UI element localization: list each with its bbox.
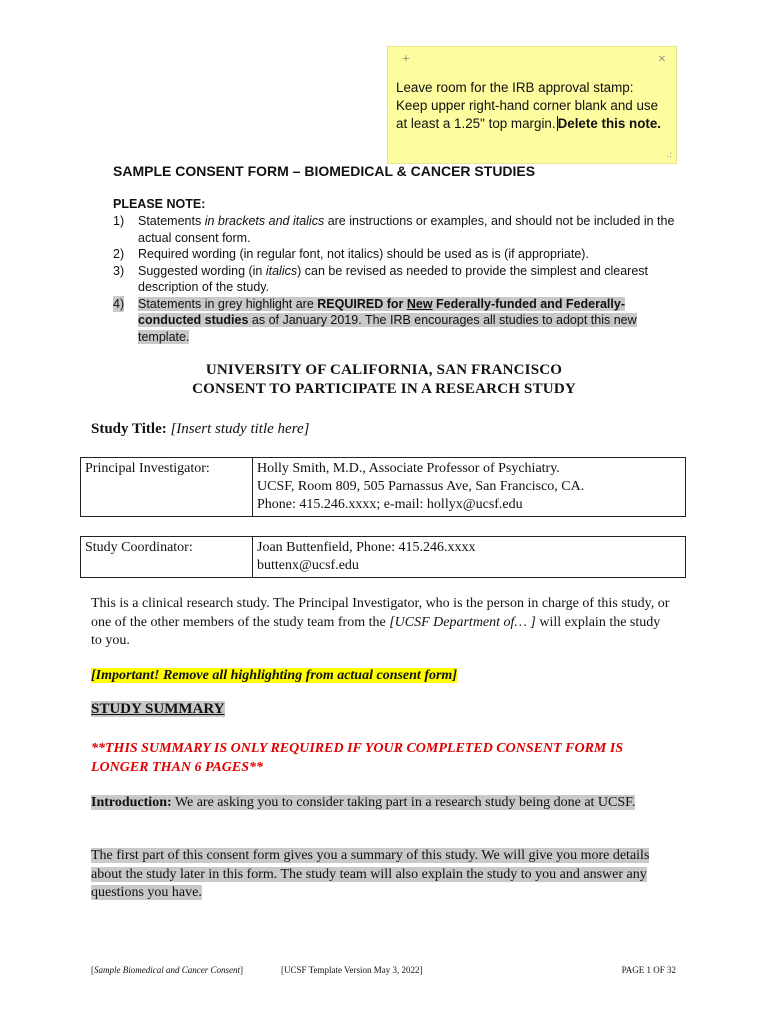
instruction-list (113, 213, 683, 345)
university-heading: UNIVERSITY OF CALIFORNIA, SAN FRANCISCO (205, 362, 563, 378)
important-text: [Important! Remove all highlighting from actual consent form] (91, 668, 457, 683)
pi-line-2: UCSF, Room 809, 505 Parnassus Ave, San Francisco, CA. (257, 479, 585, 494)
delete-note-text: Delete this note. (557, 116, 662, 131)
list-item (113, 246, 683, 263)
study-coordinator-table (80, 536, 686, 578)
list-number: 4) (113, 296, 125, 311)
list-number: 3) (113, 263, 125, 278)
department-placeholder: [UCSF Department of… ] (389, 614, 536, 630)
note-line-3-text: at least a 1.25" top margin. (396, 116, 556, 131)
note-line-3 (396, 115, 672, 133)
list-text-underline: New (406, 296, 433, 311)
list-item (113, 296, 683, 346)
coordinator-line-2: buttenx@ucsf.edu (257, 558, 359, 573)
list-text: Required wording (in regular font, not italics) should be used as is (if appropriate). (138, 247, 589, 261)
add-icon[interactable]: + (402, 52, 410, 67)
note-line-2: Keep upper right-hand corner blank and use (396, 98, 659, 113)
list-text: Statements in grey highlight are (138, 296, 318, 311)
study-title-label: Study Title: (91, 421, 171, 437)
study-summary-text: STUDY SUMMARY (91, 701, 225, 717)
pi-line-1: Holly Smith, M.D., Associate Professor of Psychiatry. (257, 461, 560, 476)
close-icon[interactable]: × (658, 52, 666, 67)
list-item (113, 263, 683, 296)
introduction-paragraph (91, 794, 673, 813)
first-part-paragraph (91, 847, 673, 903)
study-title (91, 421, 309, 438)
list-text: are instructions or examples, and should not be included in the actual consent form. (138, 214, 675, 245)
list-text: as of January 2019. The IRB encourages all studies to adopt this new template. (138, 313, 637, 344)
page-footer (91, 965, 676, 975)
resize-grip-icon[interactable]: .: (667, 149, 672, 159)
pi-line-3: Phone: 415.246.xxxx; e-mail: hollyx@ucsf.edu (257, 497, 523, 512)
list-number: 1) (113, 214, 125, 228)
coordinator-line-1: Joan Buttenfield, Phone: 415.246.xxxx (257, 540, 476, 555)
study-title-value: [Insert study title here] (170, 421, 310, 437)
sample-form-title: SAMPLE CONSENT FORM – BIOMEDICAL & CANCER STUDIES (113, 163, 536, 179)
footer-version: [UCSF Template Version May 3, 2022] (281, 965, 423, 975)
study-summary-heading (91, 701, 225, 718)
footer-left (91, 965, 243, 975)
intro-text: will explain the study to you. (91, 614, 661, 648)
coordinator-details (253, 537, 686, 578)
list-text-italic: italics (265, 263, 298, 278)
list-text: Suggested wording (in (138, 263, 266, 278)
note-text (396, 79, 672, 133)
table-row (81, 537, 686, 578)
list-text-italic: in brackets and italics (204, 214, 325, 228)
pi-details (253, 458, 686, 517)
table-row (81, 458, 686, 517)
introduction-text: We are asking you to consider taking part in a research study being done at UCSF. (171, 795, 636, 810)
coordinator-label: Study Coordinator: (81, 537, 253, 578)
note-line-1: Leave room for the IRB approval stamp: (396, 80, 634, 95)
footer-bracket: [ (91, 965, 94, 975)
summary-warning: **THIS SUMMARY IS ONLY REQUIRED IF YOUR COMPLETED CONSENT FORM IS LONGER THAN 6 PAGES** (91, 741, 624, 775)
footer-bracket: ] (239, 965, 243, 975)
principal-investigator-table (80, 457, 686, 517)
intro-paragraph (91, 595, 673, 651)
first-part-text: The first part of this consent form gives you a summary of this study. We will give you more details about the study later in this form. The study team will also explain the study to you and answer any questions you have. (91, 848, 650, 900)
important-note (91, 667, 673, 686)
list-number: 2) (113, 247, 125, 261)
list-text: ) can be revised as needed to provide the simplest and clearest description of the study. (138, 263, 649, 294)
list-text-bold: Federally-funded and Federally-conducted studies (138, 296, 625, 327)
introduction-label: Introduction: (91, 795, 172, 810)
footer-page-number: PAGE 1 OF 32 (621, 965, 676, 975)
footer-left-text: Sample Biomedical and Cancer Consent (94, 965, 240, 975)
list-text-bold: REQUIRED for (317, 296, 407, 311)
pi-label: Principal Investigator: (81, 458, 253, 517)
list-item (113, 213, 683, 246)
intro-text: This is a clinical research study. The Principal Investigator, who is the person in charge of this study, or one of the other members of the study team from the (91, 596, 670, 630)
list-text: Statements (138, 214, 205, 228)
consent-heading: CONSENT TO PARTICIPATE IN A RESEARCH STUDY (192, 381, 576, 397)
sticky-note[interactable] (387, 46, 677, 164)
please-note-heading: PLEASE NOTE: (113, 197, 206, 211)
